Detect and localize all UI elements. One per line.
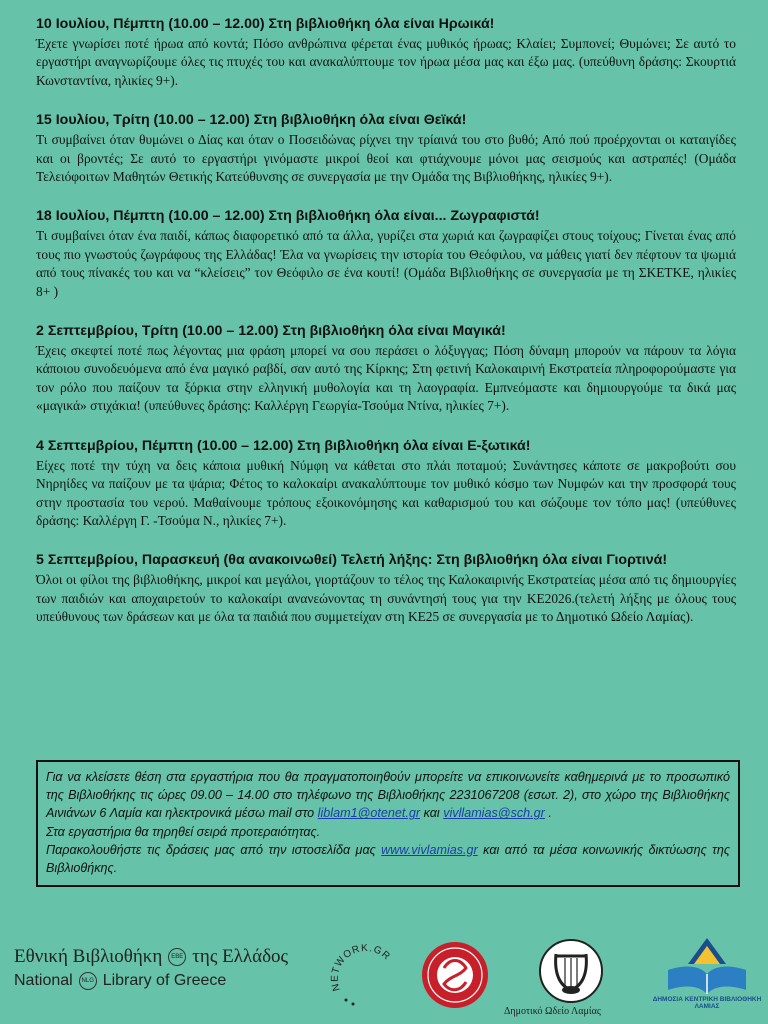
network-gr-logo bbox=[326, 940, 402, 1016]
contact-text: Για να κλείσετε θέση στα εργαστήρια που θα πραγματοποιηθούν μπορείτε να επικοινωνείτε καθημερινά με το προσωπικό της Βιβλιοθήκης τις ώρες 09.00 – 14.00 στο τηλέφωνο της Βιβλιοθήκης 2231067208 (εσωτ. 2), στο χώρο της Βιβλιοθήκης Αινιάνων 6 Λαμία και ηλεκτρονικά μέσω mail στο bbox=[46, 770, 730, 821]
event-item bbox=[36, 14, 736, 90]
period-text: . bbox=[548, 806, 552, 821]
event-item bbox=[36, 436, 736, 531]
event-description: Τι συμβαίνει όταν θυμώνει ο Δίας και όταν ο Ποσειδώνας ρίχνει την τρίαινά του στο βυθό; Από πού προέρχονται οι καταιγίδες και οι βροντές; Σε αυτό το εργαστήρι γινόμαστε μικροί θεοί και φτιάχνουμε μόνοι μας σεισμούς και αστραπές! (Ομάδα Τελειόφοιτων Μαθητών Θετικής Κατεύθυνσης σε συνεργασία με την Ομάδα της Βιβλιοθήκης, ηλικίες 9+). bbox=[36, 132, 736, 185]
event-title: 4 Σεπτεμβρίου, Πέμπτη (10.00 – 12.00) Στη βιβλιοθήκη όλα είναι Ε-ξωτικά! bbox=[36, 437, 531, 454]
follow-paragraph bbox=[46, 841, 730, 877]
events-list bbox=[36, 14, 736, 647]
svg-text:NETWORK.GR bbox=[330, 943, 393, 992]
event-description: Τι συμβαίνει όταν ένα παιδί, κάπως διαφορετικό από τα άλλα, γυρίζει στα χωριά και ζωγραφίζει στους τοίχους; Γίνεται ένας από τους πιο γνωστούς ζωγράφους της Ελλάδας! Έλα να γνωρίσεις την ιστορία του Θεόφιλου, να μάθεις γιατί δεν πέφτουν τα ψωμιά από τους πίνακές του και να “κλείσεις” τον Θεόφιλο σε ένα κουτί! (Ομάδα Βιβλιοθήκης σε συνεργασία με τη ΣΚΕΤΚΕ, ηλικίες 8+ ) bbox=[36, 228, 736, 299]
event-title: 2 Σεπτεμβρίου, Τρίτη (10.00 – 12.00) Στη βιβλιοθήκη όλα είναι Μαγικά! bbox=[36, 323, 506, 340]
public-library-lamia-logo bbox=[662, 934, 752, 996]
nlg-greek-part1: Εθνική Βιβλιοθήκη bbox=[14, 946, 163, 967]
event-item bbox=[36, 321, 736, 416]
national-library-logo bbox=[14, 946, 288, 990]
skietke-seal-logo bbox=[420, 940, 490, 1010]
and-text: και bbox=[423, 806, 440, 821]
contact-paragraph bbox=[46, 768, 730, 823]
odeio-lyre-logo bbox=[536, 938, 606, 1004]
footer-logos bbox=[0, 930, 768, 1024]
website-link[interactable]: www.vivlamias.gr bbox=[381, 842, 478, 857]
event-title: 10 Ιουλίου, Πέμπτη (10.00 – 12.00) Στη βιβλιοθήκη όλα είναι Ηρωικά! bbox=[36, 16, 495, 32]
event-item bbox=[36, 550, 736, 626]
network-gr-text: NETWORK.GR bbox=[329, 942, 393, 993]
email-link-liblam[interactable]: liblam1@otenet.gr bbox=[317, 806, 421, 821]
event-description: Έχετε γνωρίσει ποτέ ήρωα από κοντά; Πόσο ανθρώπινα φέρεται ένας μυθικός ήρωας; Κλαίει; Συμπονεί; Θυμώνει; Σε αυτό το εργαστήρι αναγνωρίζουμε όλες τις πτυχές του και ανακαλύπτουμε τον ήρωα μέσα μας και έξω μας. (υπεύθυνη δράσης: Σκουρτιά Κωνσταντίνα, ηλικίες 9+). bbox=[36, 36, 736, 88]
contact-info-box bbox=[36, 760, 740, 887]
priority-note: Στα εργαστήρια θα τηρηθεί σειρά προτεραιότητας. bbox=[46, 824, 321, 839]
public-library-lamia-label: ΔΗΜΟΣΙΑ ΚΕΝΤΡΙΚΗ ΒΙΒΛΙΟΘΗΚΗ ΛΑΜΙΑΣ bbox=[652, 996, 762, 1010]
nlg-greek-part2: της Ελλάδος bbox=[192, 946, 289, 967]
event-title: 18 Ιουλίου, Πέμπτη (10.00 – 12.00) Στη βιβλιοθήκη όλα είναι... Ζωγραφιστά! bbox=[36, 208, 540, 225]
event-description: Είχες ποτέ την τύχη να δεις κάποια μυθική Νύμφη να κάθεται στο πλάι ποταμού; Συνάντησες κάποτε σε μακροβούτι σου Νηρηίδες να παίζουν με τα ψάρια; Φέτος το καλοκαίρι ανακαλύπτουμε τον μυθικό κόσμο των Νυμφών και την προσφορά τους στην προστασία του νερού. Μαθαίνουμε τρόπους εξοικονόμησης και καθαρισμού του και σώζουμε τον τόπο μας! (υπεύθυνες δράσης: Καλλέργη Γ. -Τσούμα Ν., ηλικίες 7+). bbox=[36, 457, 736, 528]
nlg-greek-name bbox=[14, 946, 288, 968]
event-description: Όλοι οι φίλοι της βιβλιοθήκης, μικροί και μεγάλοι, γιορτάζουν το τέλος της Καλοκαιρινής Εκστρατείας μέσα από τις δημιουργίες των παιδιών και αποχαιρετούν το καλοκαίρι ανανεώνοντας τη συνάντησή τους για την ΚΕ2026.(τελετή λήξης με όλους τους υπεύθυνους των δράσεων και με όλα τα παιδιά που συμμετείχαν στη ΚΕ25 σε συνεργασία με το Δημοτικό Ωδείο Λαμίας). bbox=[36, 572, 736, 625]
nlg-english-part2: Library of Greece bbox=[102, 972, 227, 989]
event-item bbox=[36, 206, 736, 301]
social-text: και από τα μέσα κοινωνικής δικτύωσης της Βιβλιοθήκης. bbox=[46, 842, 730, 876]
odeio-label: Δημοτικό Ωδείο Λαμίας bbox=[504, 1006, 601, 1017]
event-title: 5 Σεπτεμβρίου, Παρασκευή (θα ανακοινωθεί) Τελετή λήξης: Στη βιβλιοθήκη όλα είναι Γιορτινά! bbox=[36, 552, 668, 569]
event-title: 15 Ιουλίου, Τρίτη (10.00 – 12.00) Στη βιβλιοθήκη όλα είναι Θεϊκά! bbox=[36, 112, 467, 129]
email-link-vivllamias[interactable]: vivllamias@sch.gr bbox=[443, 806, 545, 821]
nlg-greek-badge-icon: ΕΒΕ bbox=[168, 948, 186, 966]
event-description: Έχεις σκεφτεί ποτέ πως λέγοντας μια φράση μπορεί να σου περάσει ο λόξυγγας; Πόση δύναμη μπορούν να πάρουν τα λόγια κάποιου συνοδευόμενα από ένα μαγικό ραβδί, σαν αυτό της Κίρκης; Στη φετινή Καλοκαιρινή Εκστρατεία πληροφορούμαστε για τον ρόλο που παίζουν τα ξόρκια στην ελληνική μυθολογία και τη λαογραφία. Εμπνεόμαστε και δημιουργούμε τα δικά μας «μαγικά» στιχάκια! (υπεύθυνες δράσης: Καλλέργη Γεωργία-Τσούμα Ντίνα, ηλικίες 7+). bbox=[36, 343, 736, 414]
event-item bbox=[36, 110, 736, 186]
nlg-english-badge-icon: NLG bbox=[79, 972, 97, 990]
nlg-english-part1: National bbox=[14, 972, 73, 989]
nlg-english-name bbox=[14, 972, 288, 990]
follow-text: Παρακολουθήστε τις δράσεις μας από την ιστοσελίδα μας bbox=[46, 842, 376, 857]
